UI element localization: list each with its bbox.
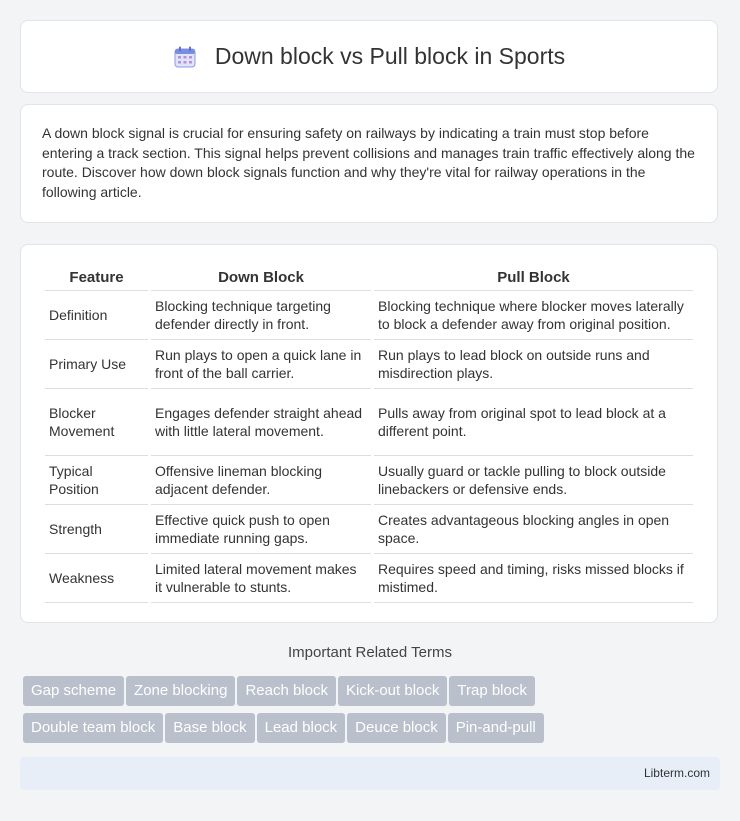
comparison-table [42, 265, 696, 603]
related-terms-title: Important Related Terms [288, 644, 452, 661]
table-header-row [45, 265, 693, 291]
tag-trap-block[interactable]: Trap block [449, 676, 534, 706]
table-cell: Pulls away from original spot to lead block at a different point. [374, 389, 693, 456]
intro-card [20, 104, 718, 223]
table-cell: Offensive lineman blocking adjacent defender. [151, 456, 371, 505]
table-row [45, 505, 693, 554]
table-cell: Limited lateral movement makes it vulnerable to stunts. [151, 554, 371, 603]
footer [20, 757, 720, 790]
tag-gap-scheme[interactable]: Gap scheme [23, 676, 124, 706]
table-row [45, 291, 693, 340]
table-cell: Requires speed and timing, risks missed blocks if mistimed. [374, 554, 693, 603]
comparison-table-card [20, 244, 718, 623]
table-cell: Engages defender straight ahead with little lateral movement. [151, 389, 371, 456]
tag-deuce-block[interactable]: Deuce block [347, 713, 446, 743]
title-card [20, 20, 718, 93]
table-row [45, 554, 693, 603]
intro-text: A down block signal is crucial for ensuring safety on railways by indicating a train must stop before entering a track section. This signal helps prevent collisions and manages train traffic effectively along the route. Discover how down block signals function and why they're vital for railway operations in the following article. [42, 125, 695, 200]
page-title: Down block vs Pull block in Sports [214, 43, 566, 69]
tag-base-block[interactable]: Base block [165, 713, 254, 743]
table-row [45, 456, 693, 505]
table-cell: Run plays to lead block on outside runs and misdirection plays. [374, 340, 693, 389]
header-down-block: Down Block [151, 265, 371, 291]
table-cell: Creates advantageous blocking angles in open space. [374, 505, 693, 554]
table-cell: Typical Position [45, 456, 148, 505]
table-cell: Blocker Movement [45, 389, 148, 456]
table-cell: Blocking technique where blocker moves laterally to block a defender away from original position. [374, 291, 693, 340]
table-cell: Weakness [45, 554, 148, 603]
table-cell: Definition [45, 291, 148, 340]
tag-double-team-block[interactable]: Double team block [23, 713, 163, 743]
tag-kick-out-block[interactable]: Kick-out block [338, 676, 447, 706]
table-cell: Effective quick push to open immediate running gaps. [151, 505, 371, 554]
tag-reach-block[interactable]: Reach block [237, 676, 336, 706]
table-cell: Primary Use [45, 340, 148, 389]
header-pull-block: Pull Block [374, 265, 693, 291]
table-cell: Usually guard or tackle pulling to block outside linebackers or defensive ends. [374, 456, 693, 505]
table-row [45, 389, 693, 456]
tag-lead-block[interactable]: Lead block [257, 713, 346, 743]
footer-site-link[interactable]: Libterm.com [643, 766, 710, 780]
header-feature: Feature [45, 265, 148, 291]
calendar-icon [173, 45, 197, 69]
tag-pin-and-pull[interactable]: Pin-and-pull [448, 713, 544, 743]
table-cell: Run plays to open a quick lane in front of the ball carrier. [151, 340, 371, 389]
tag-zone-blocking[interactable]: Zone blocking [126, 676, 235, 706]
table-row [45, 340, 693, 389]
table-cell: Strength [45, 505, 148, 554]
related-terms-tags [23, 676, 723, 750]
table-cell: Blocking technique targeting defender directly in front. [151, 291, 371, 340]
